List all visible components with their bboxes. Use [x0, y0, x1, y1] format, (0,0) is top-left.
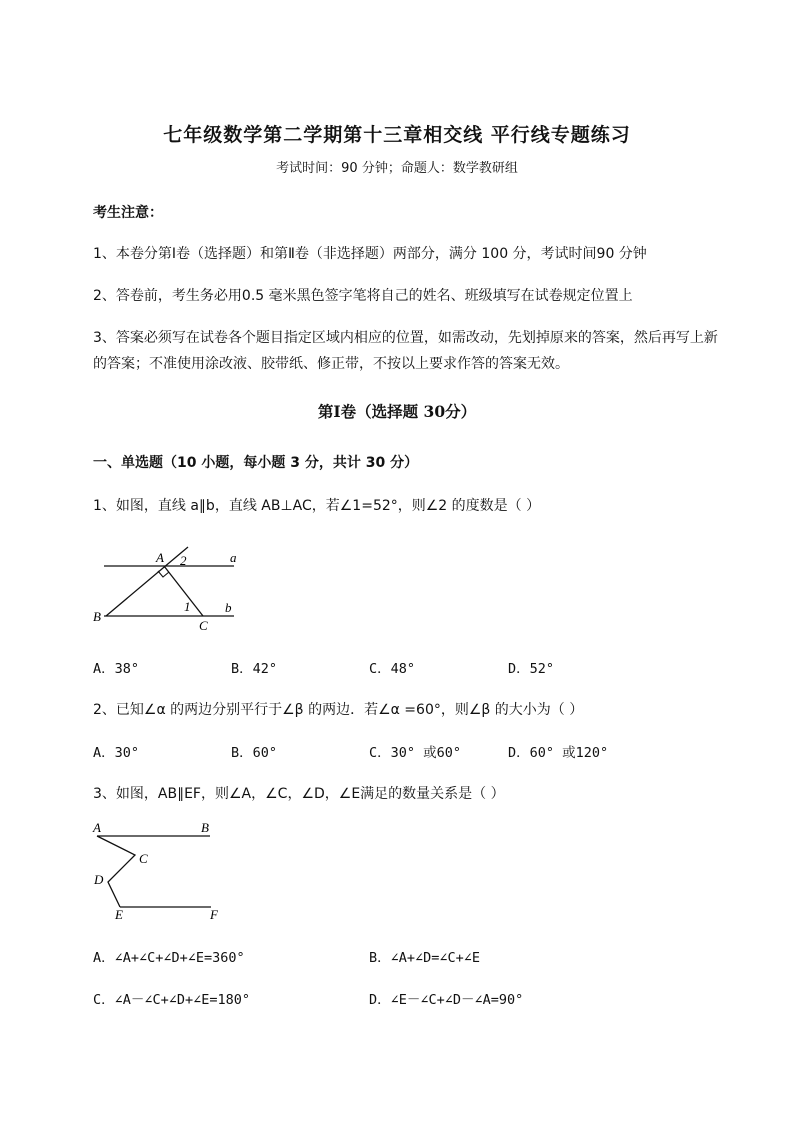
- label-b-point: B: [93, 609, 101, 624]
- label-angle-1: 1: [184, 599, 191, 614]
- question-3-stem: 3、如图，AB∥EF，则∠A，∠C，∠D，∠E满足的数量关系是（ ）: [93, 786, 505, 802]
- question-1-option-d[interactable]: D．52°: [508, 661, 555, 677]
- notice-item-2: 2、答卷前，考生务必用0.5 毫米黑色签字笔将自己的姓名、班级填写在试卷规定位置上: [93, 288, 633, 304]
- question-3-option-d[interactable]: D．∠E－∠C+∠D－∠A=90°: [369, 992, 524, 1008]
- question-2-option-b[interactable]: B．60°: [231, 745, 278, 761]
- question-1-option-b[interactable]: B．42°: [231, 661, 278, 677]
- label-c-point: C: [199, 618, 208, 633]
- notice-item-3-line-2: 的答案；不准使用涂改液、胶带纸、修正带，不按以上要求作答的答案无效。: [93, 356, 569, 372]
- label-f-point: F: [210, 907, 218, 922]
- notice-heading: 考生注意：: [93, 205, 163, 221]
- section-title: 第I卷（选择题 30分）: [317, 402, 477, 421]
- label-b-point: B: [201, 820, 209, 835]
- question-2-option-a[interactable]: A．30°: [93, 745, 140, 761]
- question-3-figure: [88, 818, 228, 926]
- question-2-stem: 2、已知∠α 的两边分别平行于∠β 的两边．若∠α =60°，则∠β 的大小为（ ）: [93, 702, 584, 718]
- label-line-b: b: [225, 600, 232, 615]
- label-angle-2: 2: [180, 553, 187, 568]
- question-2-option-d[interactable]: D．60° 或120°: [508, 745, 609, 761]
- notice-item-1: 1、本卷分第I卷（选择题）和第Ⅱ卷（非选择题）两部分，满分 100 分，考试时间90 分钟: [93, 246, 647, 262]
- part-heading: 一、单选题（10 小题，每小题 3 分，共计 30 分）: [93, 455, 419, 471]
- label-a-point: A: [156, 550, 164, 565]
- question-1-option-c[interactable]: C．48°: [369, 661, 416, 677]
- question-1-stem: 1、如图，直线 a∥b，直线 AB⊥AC，若∠1=52°，则∠2 的度数是（ ）: [93, 498, 541, 514]
- question-3-option-b[interactable]: B．∠A+∠D=∠C+∠E: [369, 950, 481, 966]
- notice-item-3-line-1: 3、答案必须写在试卷各个题目指定区域内相应的位置，如需改动，先划掉原来的答案，然后再写上新: [93, 330, 718, 346]
- label-line-a: a: [230, 550, 237, 565]
- question-1-figure: [88, 545, 248, 640]
- label-c-point: C: [139, 851, 148, 866]
- right-angle-mark: [158, 571, 169, 577]
- question-3-option-a[interactable]: A．∠A+∠C+∠D+∠E=360°: [93, 950, 245, 966]
- label-e-point: E: [115, 907, 123, 922]
- label-a-point: A: [93, 820, 101, 835]
- question-2-option-c[interactable]: C．30° 或60°: [369, 745, 462, 761]
- label-d-point: D: [94, 872, 104, 887]
- page-title: 七年级数学第二学期第十三章相交线 平行线专题练习: [163, 124, 631, 146]
- exam-info: 考试时间：90 分钟；命题人：数学教研组: [276, 161, 518, 176]
- question-3-option-c[interactable]: C．∠A－∠C+∠D+∠E=180°: [93, 992, 251, 1008]
- question-1-option-a[interactable]: A．38°: [93, 661, 140, 677]
